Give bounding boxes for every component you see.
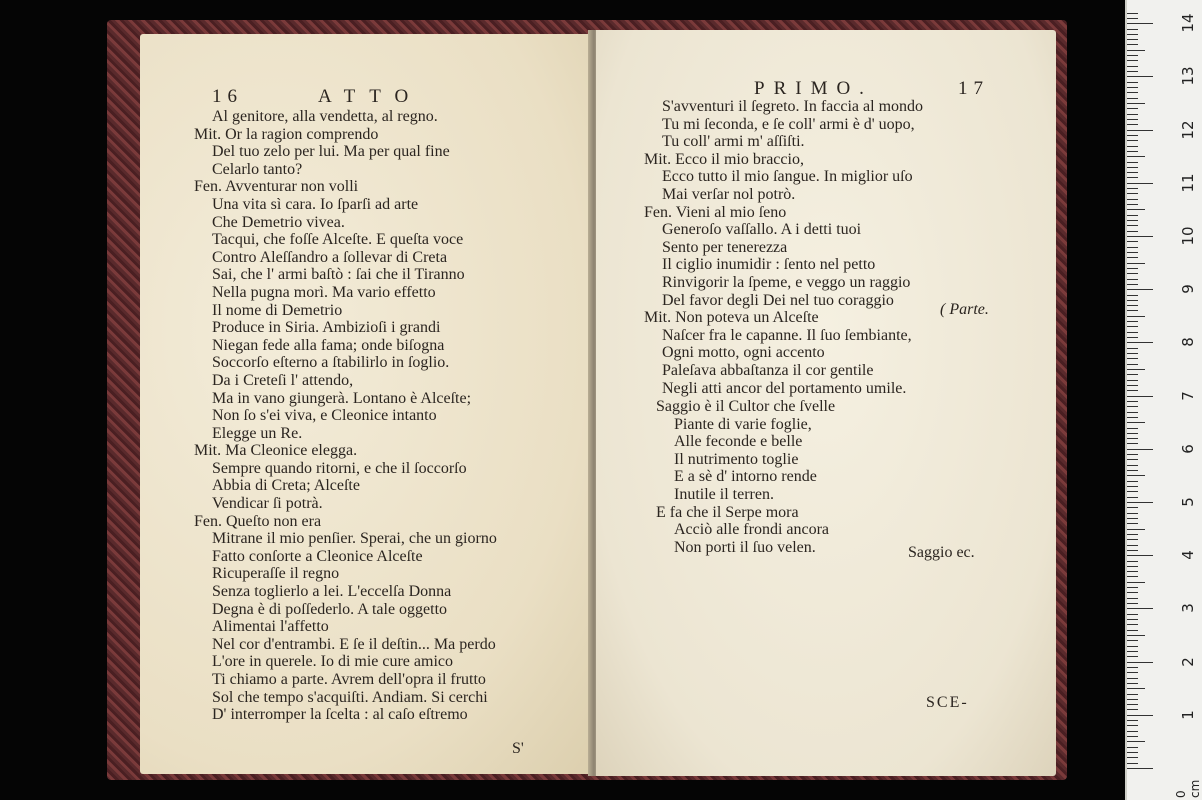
text-line: Mitrane il mio penſier. Sperai, che un giorno [212, 530, 497, 548]
ruler-number: 6 [1179, 444, 1197, 454]
ruler-tick [1127, 731, 1138, 732]
ruler-tick [1127, 13, 1138, 14]
text-line: Soccorſo eſterno a ſtabilirlo in ſoglio. [212, 354, 450, 372]
ruler-tick [1127, 289, 1153, 290]
ruler-tick [1127, 715, 1153, 716]
text-line: Produce in Siria. Ambizioſi i grandi [212, 319, 441, 337]
ruler-tick [1127, 683, 1138, 684]
text-line: Ma in vano giungerà. Lontano è Alceſte; [212, 389, 472, 407]
ruler-number: 12 [1179, 120, 1197, 140]
ruler-number: 14 [1179, 13, 1197, 33]
text-line: Del tuo zelo per lui. Ma per qual fine [212, 143, 450, 161]
aria-line: Inutile il terren. [674, 485, 774, 503]
ruler-tick [1127, 566, 1138, 567]
ruler-tick [1127, 295, 1138, 296]
ruler-tick [1127, 87, 1138, 88]
ruler-tick [1127, 82, 1138, 83]
ruler-tick [1127, 247, 1138, 248]
ruler-tick [1127, 263, 1145, 264]
text-line: Fen. Vieni al mio ſeno [644, 203, 787, 221]
ruler-number: 7 [1179, 390, 1197, 401]
ruler-number: 3 [1179, 603, 1197, 614]
ruler-tick [1127, 635, 1145, 636]
ruler-tick [1127, 481, 1138, 482]
ruler-tick [1127, 92, 1138, 93]
ruler-tick [1127, 321, 1138, 322]
text-line: Ti chiamo a parte. Avrem dell'opra il frutto [212, 671, 486, 688]
ruler-tick [1127, 561, 1138, 562]
text-line: Sento per tenerezza [662, 238, 788, 256]
text-line: S'avventuri il ſegreto. In faccia al mondo [662, 98, 924, 115]
ruler-tick [1127, 401, 1138, 402]
ruler-tick [1127, 582, 1145, 583]
left-catchword: S' [512, 740, 524, 757]
aria-line: Acciò alle frondi ancora [674, 521, 830, 539]
text-line: L'ore in querele. Io di mie cure amico [212, 653, 453, 671]
text-line: Sempre quando ritorni, e che il ſoccorſo [212, 459, 467, 477]
text-line: Che Demetrio vivea. [212, 213, 345, 231]
ruler-tick [1127, 364, 1138, 365]
ruler-tick [1127, 353, 1138, 354]
text-line: Del favor degli Dei nel tuo coraggio [662, 291, 894, 309]
ruler-tick [1127, 66, 1138, 67]
text-line: Alimentai l'affetto [212, 618, 329, 636]
ruler-tick [1127, 156, 1145, 157]
aria-line: Alle feconde e belle [674, 433, 803, 451]
text-line: Ecco tutto il mio ſangue. In miglior uſo [662, 168, 913, 186]
ruler-tick [1127, 614, 1138, 615]
ruler-tick [1127, 694, 1138, 695]
ruler-number: 4 [1179, 550, 1197, 560]
ruler-tick [1127, 545, 1138, 546]
ruler-tick [1127, 23, 1153, 24]
text-line: Mit. Non poteva un Alceſte [644, 309, 819, 327]
ruler-tick [1127, 220, 1138, 221]
ruler-number: 2 [1179, 656, 1197, 667]
ruler-tick [1127, 316, 1145, 317]
ruler-tick [1127, 55, 1138, 56]
ruler-tick [1127, 342, 1153, 343]
text-line: Abbia di Creta; Alceſte [212, 477, 360, 495]
text-line: Mit. Ecco il mio braccio, [644, 150, 804, 168]
ruler-tick [1127, 188, 1138, 189]
ruler-tick [1127, 598, 1138, 599]
ruler-tick [1127, 486, 1138, 487]
text-line: Negli atti ancor del portamento umile. [662, 379, 907, 397]
ruler-tick [1127, 257, 1138, 258]
ruler-tick [1127, 172, 1138, 173]
text-line: Il ciglio inumidir : ſento nel petto [662, 256, 876, 274]
ruler-tick [1127, 167, 1138, 168]
ruler-tick [1127, 603, 1138, 604]
ruler-tick [1127, 704, 1138, 705]
aria-line: Saggio è il Cultor che ſvelle [656, 398, 836, 415]
ruler-tick [1127, 720, 1138, 721]
ruler-tick [1127, 592, 1138, 593]
left-running-head: ATTO [318, 86, 423, 107]
aria-line: Il nutrimento toglie [674, 450, 799, 468]
text-line: D' interromper la ſcelta : al caſo eſtremo [212, 706, 468, 724]
ruler-tick [1127, 497, 1138, 498]
ruler-tick [1127, 571, 1138, 572]
left-text-block [194, 108, 497, 724]
ruler-unit-label: 0 cm [1174, 779, 1202, 798]
ruler-tick [1127, 151, 1138, 152]
ruler-tick [1127, 18, 1138, 19]
aria-line: E fa che il Serpe mora [656, 503, 799, 521]
ruler-tick [1127, 438, 1138, 439]
ruler-tick [1127, 39, 1138, 40]
ruler-tick [1127, 672, 1138, 673]
ruler-tick [1127, 422, 1145, 423]
right-page-number: 17 [958, 78, 989, 99]
ruler-tick [1127, 433, 1138, 434]
ruler-tick [1127, 236, 1153, 237]
ruler-tick [1127, 678, 1138, 679]
ruler-tick [1127, 162, 1138, 163]
text-line: Non ſo s'ei viva, e Cleonice intanto [212, 407, 437, 425]
ruler-tick [1127, 608, 1153, 609]
text-line: Tu mi ſeconda, e ſe coll' armi è d' uopo, [662, 115, 915, 133]
ruler-tick [1127, 29, 1138, 30]
text-line: Ricuperaſſe il regno [212, 565, 340, 583]
ruler-tick [1127, 449, 1153, 450]
ruler-tick [1127, 300, 1138, 301]
ruler-tick [1127, 459, 1138, 460]
ruler-tick [1127, 443, 1138, 444]
ruler-tick [1127, 529, 1145, 530]
ruler-tick [1127, 555, 1153, 556]
ruler-tick [1127, 709, 1138, 710]
ruler-number: 5 [1179, 497, 1197, 507]
ruler-tick [1127, 417, 1138, 418]
ruler-number: 9 [1179, 284, 1197, 294]
ruler-tick [1127, 662, 1153, 663]
ruler-tick [1127, 60, 1138, 61]
text-line: Tacqui, che foſſe Alceſte. E queſta voce [212, 231, 464, 249]
ruler-tick [1127, 358, 1138, 359]
text-line: Mit. Or la ragion comprendo [194, 125, 379, 143]
ruler-tick [1127, 71, 1138, 72]
left-page [140, 34, 590, 774]
measuring-ruler [1125, 0, 1202, 800]
text-line: Tu coll' armi m' aſſiſti. [662, 133, 805, 151]
ruler-tick [1127, 114, 1138, 115]
ruler-tick [1127, 630, 1138, 631]
text-line: Vendicar ſi potrà. [212, 495, 323, 513]
ruler-tick [1127, 646, 1138, 647]
ruler-tick [1127, 177, 1138, 178]
ruler-tick [1127, 268, 1138, 269]
text-line: Nel cor d'entrambi. E ſe il deſtin... Ma perdo [212, 635, 496, 653]
text-line: Senza toglierlo a lei. L'eccelſa Donna [212, 583, 452, 601]
ruler-tick [1127, 406, 1138, 407]
ruler-tick [1127, 231, 1138, 232]
text-line: Generoſo vaſſallo. A i detti tuoi [662, 221, 862, 239]
ruler-tick [1127, 550, 1138, 551]
ruler-tick [1127, 428, 1138, 429]
left-page-number: 16 [212, 86, 243, 107]
text-line: Fen. Avventurar non volli [194, 178, 359, 196]
text-line: Mit. Ma Cleonice elegga. [194, 442, 358, 460]
ruler-number: 1 [1179, 710, 1197, 720]
ruler-tick [1127, 534, 1138, 535]
aria-line: Piante di varie foglie, [674, 415, 812, 433]
ruler-tick [1127, 725, 1138, 726]
ruler-tick [1127, 305, 1138, 306]
text-line: Ogni motto, ogni accento [662, 344, 825, 362]
ruler-tick [1127, 757, 1138, 758]
text-line: Sai, che l' armi baſtò : ſai che il Tiranno [212, 266, 465, 284]
ruler-tick [1127, 741, 1145, 742]
text-line: Fen. Queſto non era [194, 512, 322, 530]
ruler-tick [1127, 108, 1138, 109]
ruler-tick [1127, 369, 1145, 370]
text-line: Sol che tempo s'acquiſti. Andiam. Si cerchi [212, 688, 488, 706]
ruler-tick [1127, 763, 1138, 764]
ruler-tick [1127, 518, 1138, 519]
text-line: Fatto conſorte a Cleonice Alceſte [212, 547, 423, 565]
ruler-tick [1127, 380, 1138, 381]
text-line: Paleſava abbaſtanza il cor gentile [662, 361, 874, 379]
right-catchword: SCE- [926, 694, 969, 711]
ruler-tick [1127, 374, 1138, 375]
text-line: Il nome di Demetrio [212, 301, 343, 319]
ruler-tick [1127, 475, 1145, 476]
ruler-tick [1127, 491, 1138, 492]
ruler-tick [1127, 640, 1138, 641]
text-line: Celarlo tanto? [212, 160, 303, 178]
ruler-tick [1127, 252, 1138, 253]
text-line: Mai verſar nol potrò. [662, 185, 796, 203]
ruler-tick [1127, 688, 1145, 689]
text-line: Niegan fede alla fama; onde biſogna [212, 336, 445, 354]
text-line: Nella pugna morì. Ma vario effetto [212, 283, 436, 301]
ruler-tick [1127, 279, 1138, 280]
ruler-tick [1127, 539, 1138, 540]
ruler-tick [1127, 752, 1138, 753]
ruler-number: 11 [1179, 173, 1197, 193]
ruler-tick [1127, 523, 1138, 524]
ruler-number: 8 [1179, 337, 1197, 348]
ruler-tick [1127, 576, 1138, 577]
ruler-tick [1127, 390, 1138, 391]
ruler-tick [1127, 130, 1153, 131]
ruler-tick [1127, 348, 1138, 349]
ruler-tick [1127, 656, 1138, 657]
right-page [596, 30, 1056, 776]
ruler-tick [1127, 193, 1138, 194]
exit-note: ( Parte. [940, 301, 989, 318]
text-line: Naſcer fra le capanne. Il ſuo ſembiante, [662, 326, 912, 344]
ruler-tick [1127, 50, 1145, 51]
ruler-tick [1127, 124, 1138, 125]
ruler-tick [1127, 651, 1138, 652]
ruler-tick [1127, 284, 1138, 285]
ruler-tick [1127, 768, 1153, 769]
text-line: Elegge un Re. [212, 424, 303, 442]
ruler-tick [1127, 507, 1138, 508]
ruler-tick [1127, 619, 1138, 620]
ruler-tick [1127, 241, 1138, 242]
ruler-tick [1127, 502, 1153, 503]
ruler-number: 10 [1179, 226, 1197, 246]
ruler-tick [1127, 747, 1138, 748]
ruler-tick [1127, 44, 1138, 45]
text-line: Una vita sì cara. Io ſparſi ad arte [212, 195, 419, 213]
ruler-tick [1127, 667, 1138, 668]
ruler-tick [1127, 310, 1138, 311]
ruler-tick [1127, 273, 1138, 274]
ruler-tick [1127, 103, 1145, 104]
ruler-tick [1127, 215, 1138, 216]
ruler-tick [1127, 146, 1138, 147]
ruler-number: 13 [1179, 66, 1197, 86]
ruler-tick [1127, 119, 1138, 120]
text-line: Al genitore, alla vendetta, al regno. [212, 108, 438, 125]
ruler-tick [1127, 76, 1153, 77]
ruler-tick [1127, 337, 1138, 338]
ruler-tick [1127, 454, 1138, 455]
ruler-tick [1127, 736, 1138, 737]
ruler-tick [1127, 470, 1138, 471]
ruler-tick [1127, 465, 1138, 466]
ruler-tick [1127, 183, 1153, 184]
ruler-tick [1127, 135, 1138, 136]
text-line: Degna è di poſſederlo. A tale oggetto [212, 600, 448, 618]
ruler-tick [1127, 513, 1138, 514]
text-line: Da i Creteſi l' attendo, [212, 371, 354, 389]
right-running-head: PRIMO. [754, 78, 873, 99]
aria-block [656, 398, 835, 556]
ruler-tick [1127, 326, 1138, 327]
ruler-tick [1127, 204, 1138, 205]
right-text-block [644, 98, 923, 397]
ruler-tick [1127, 587, 1138, 588]
ruler-tick [1127, 140, 1138, 141]
ruler-tick [1127, 98, 1138, 99]
text-line: Rinvigorir la ſpeme, e veggo un raggio [662, 273, 911, 291]
ruler-tick [1127, 699, 1138, 700]
ruler-tick [1127, 396, 1153, 397]
ruler-tick [1127, 34, 1138, 35]
aria-line: E a sè d' intorno rende [674, 468, 817, 486]
ruler-tick [1127, 412, 1138, 413]
ruler-tick [1127, 199, 1138, 200]
da-capo-note: Saggio ec. [908, 544, 975, 561]
aria-line: Non porti il ſuo velen. [674, 538, 816, 556]
ruler-tick [1127, 385, 1138, 386]
ruler-tick [1127, 225, 1138, 226]
text-line: Contro Aleſſandro a ſollevar di Creta [212, 248, 448, 266]
ruler-tick [1127, 332, 1138, 333]
ruler-tick [1127, 624, 1138, 625]
ruler-tick [1127, 209, 1145, 210]
